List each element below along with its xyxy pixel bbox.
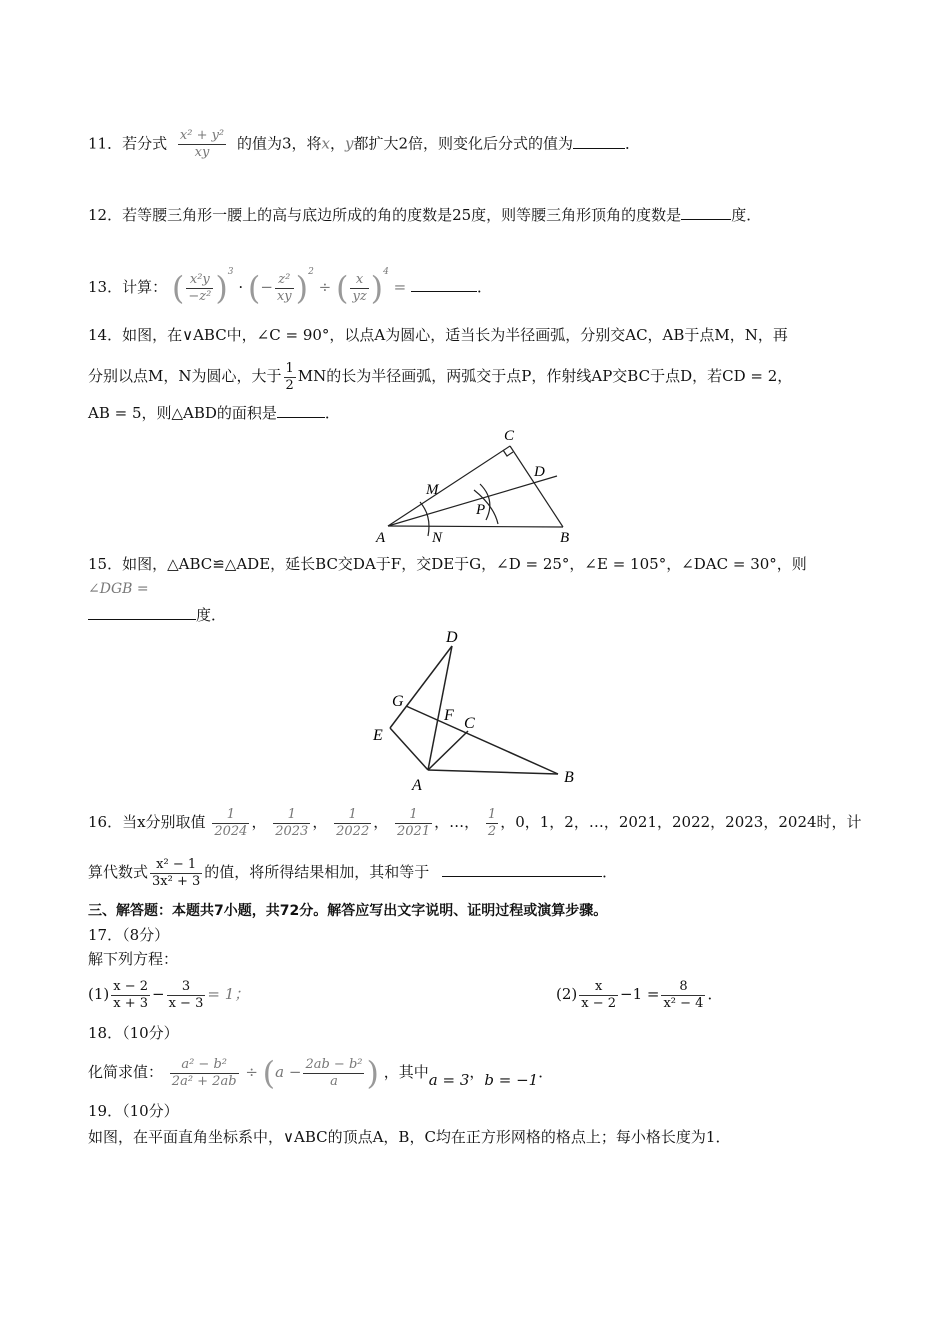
question-16-line2: 算代数式 $\frac{\text{x² − 1}}{\text{3x² + 3}}$ 的值，将所得结果相加，其和等于 ． — [88, 856, 618, 889]
answer-blank — [88, 605, 196, 620]
answer-blank — [573, 134, 625, 149]
fraction: $\frac{\text{x² + y²}}{xy}$ — [179, 128, 225, 160]
question-14-line1: 14．如图，在∨ABC中，∠C = 90°，以点A为圆心，适当长为半径画弧，分别交AC，AB于点M，N，再 — [88, 326, 788, 344]
question-17-head: 17．（8分） — [88, 926, 170, 944]
question-15-line3: 度． — [88, 604, 226, 626]
label-A: A — [376, 530, 386, 546]
triangle-figure-q14 — [370, 424, 600, 548]
question-14-line3: AB = 5，则△ABD的面积是 ． — [88, 404, 340, 422]
question-19-head: 19．（10分） — [88, 1102, 179, 1120]
question-14-line2: 分别以点M，N为圆心，大于 $\frac{1}{2}$ MN的长为半径画弧，两弧交于点P，作射线AP交BC于点D，若CD = 2， — [88, 360, 793, 393]
label-E: E — [373, 727, 383, 744]
label-D: D — [534, 464, 545, 480]
label-A: A — [412, 777, 422, 794]
label-M: M — [426, 482, 439, 498]
question-15-line2: ∠DGB = — [88, 581, 149, 597]
question-12: 12．若等腰三角形一腰上的高与底边所成的角的度数是25度，则等腰三角形顶角的度数是 度． — [88, 206, 762, 224]
answer-blank — [442, 862, 602, 877]
label-B: B — [560, 530, 570, 546]
answer-blank — [411, 277, 477, 292]
label-F: F — [444, 707, 454, 724]
question-17-part2: (2) $\frac{x}{x - 2}$ −1 = $\frac{8}{\text{x² − 4}}$ ． — [556, 978, 723, 1011]
question-16-line1: 16．当x分别取值 $\frac{1}{2024}$ ， $\frac{1}{2023}$ ， $\frac{1}{2022}$ ， $\frac{1}{2021}$ ，…， $\frac{1}{2}$ ，0，1，2，…，2021，2022，2023，2024时，计 — [88, 806, 862, 839]
triangle-figure-q15 — [368, 624, 590, 794]
label-P: P — [476, 502, 486, 518]
question-17-part1: (1) $\frac{x - 2}{x + 3}$ − $\frac{3}{x - 3}$ = 1； — [88, 978, 250, 1011]
label-C: C — [464, 715, 475, 732]
label-C: C — [504, 428, 515, 444]
question-13: 13．计算： ( $\frac{\text{x²y}}{\text{−z²}}$ )$^3$ · (− $\frac{\text{z²}}{xy}$ )$^2$ ÷ ( $\frac{x}{yz}$ )$^4$ = ． — [88, 267, 493, 307]
label-B: B — [564, 769, 574, 786]
question-11: 11．若分式 $\frac{\text{x² + y²}}{xy}$ 的值为3，将x，y都扩大2倍，则变化后分式的值为 ． — [88, 128, 641, 160]
answer-blank — [277, 403, 325, 418]
question-19-body: 如图，在平面直角坐标系中，∨ABC的顶点A，B，C均在正方形网格的格点上；每小格长度为1． — [88, 1128, 731, 1146]
question-17-intro: 解下列方程： — [88, 950, 179, 968]
section-3-heading: 三、解答题：本题共7小题，共72分。解答应写出文字说明、证明过程或演算步骤。 — [88, 903, 608, 919]
label-N: N — [432, 530, 443, 546]
label-D: D — [446, 629, 458, 646]
question-18-head: 18．（10分） — [88, 1024, 179, 1042]
question-18-body: 化简求值： $\frac{\text{a² − b²}}{\text{2a² + 2ab}}$ ÷ (a − $\frac{\text{2ab − b²}}{a}$ ) ，其中a = 3，b = −1． — [88, 1054, 554, 1092]
answer-blank — [681, 205, 731, 220]
question-15-line1: 15．如图，△ABC≌△ADE，延长BC交DA于F，交DE于G，∠D = 25°，∠E = 105°，∠DAC = 30°，则 — [88, 555, 807, 573]
label-G: G — [392, 693, 404, 710]
